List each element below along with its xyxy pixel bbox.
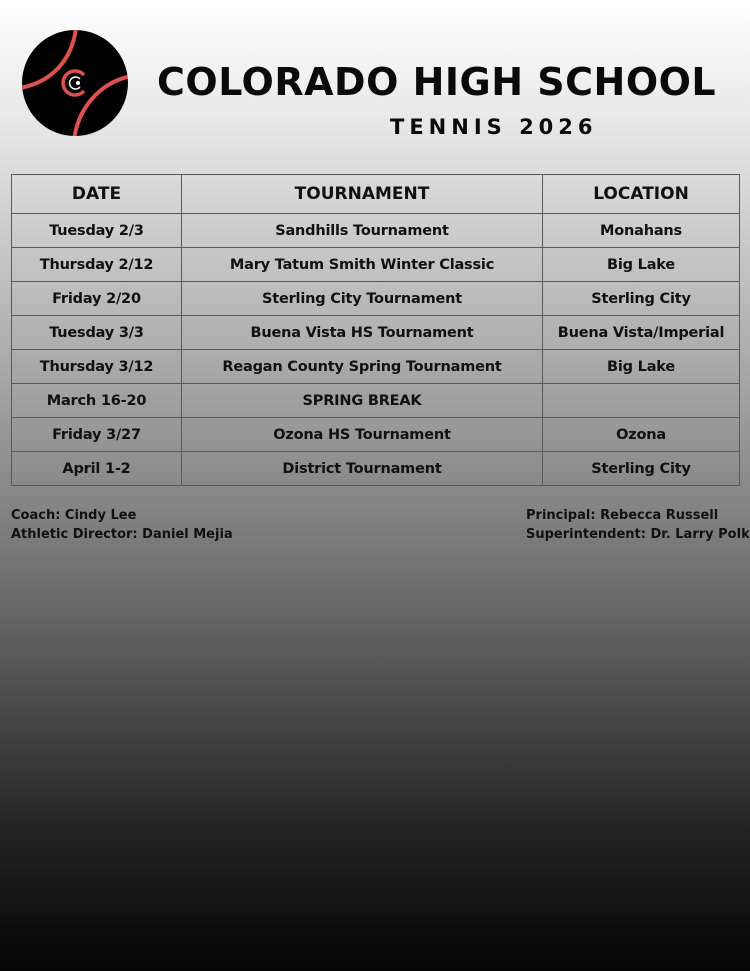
cell-tournament: Sterling City Tournament xyxy=(182,282,543,316)
cell-tournament: Mary Tatum Smith Winter Classic xyxy=(182,248,543,282)
cell-location xyxy=(543,384,740,418)
cell-date: April 1-2 xyxy=(12,452,182,486)
school-title: COLORADO HIGH SCHOOL xyxy=(157,60,717,104)
table-row xyxy=(12,248,740,282)
header-tournament: TOURNAMENT xyxy=(182,175,543,214)
header-date: DATE xyxy=(12,175,182,214)
cell-date: Thursday 3/12 xyxy=(12,350,182,384)
superintendent-name: Superintendent: Dr. Larry Polk xyxy=(526,527,750,542)
season-subtitle: TENNIS 2026 xyxy=(390,115,598,139)
table-row xyxy=(12,350,740,384)
cell-location: Monahans xyxy=(543,214,740,248)
table-row xyxy=(12,452,740,486)
tournament-schedule-table xyxy=(11,174,740,486)
cell-tournament: Buena Vista HS Tournament xyxy=(182,316,543,350)
cell-tournament: SPRING BREAK xyxy=(182,384,543,418)
cell-tournament: Sandhills Tournament xyxy=(182,214,543,248)
cell-date: Tuesday 2/3 xyxy=(12,214,182,248)
cell-date: March 16-20 xyxy=(12,384,182,418)
cell-tournament: Ozona HS Tournament xyxy=(182,418,543,452)
cell-date: Friday 2/20 xyxy=(12,282,182,316)
table-header-row xyxy=(12,175,740,214)
cell-location: Sterling City xyxy=(543,452,740,486)
cell-location: Sterling City xyxy=(543,282,740,316)
cell-date: Tuesday 3/3 xyxy=(12,316,182,350)
cell-tournament: District Tournament xyxy=(182,452,543,486)
table-row xyxy=(12,418,740,452)
table-row xyxy=(12,384,740,418)
cell-date: Friday 3/27 xyxy=(12,418,182,452)
school-logo xyxy=(22,30,128,136)
cell-date: Thursday 2/12 xyxy=(12,248,182,282)
table-row xyxy=(12,316,740,350)
table-row xyxy=(12,214,740,248)
principal-name: Principal: Rebecca Russell xyxy=(526,508,719,523)
cell-location: Big Lake xyxy=(543,350,740,384)
coaching-staff xyxy=(11,506,233,544)
administration-staff xyxy=(526,506,750,544)
cell-tournament: Reagan County Spring Tournament xyxy=(182,350,543,384)
coach-name: Coach: Cindy Lee xyxy=(11,508,137,523)
cell-location: Big Lake xyxy=(543,248,740,282)
athletic-director-name: Athletic Director: Daniel Mejia xyxy=(11,527,233,542)
cell-location: Ozona xyxy=(543,418,740,452)
cell-location: Buena Vista/Imperial xyxy=(543,316,740,350)
header-location: LOCATION xyxy=(543,175,740,214)
table-row xyxy=(12,282,740,316)
